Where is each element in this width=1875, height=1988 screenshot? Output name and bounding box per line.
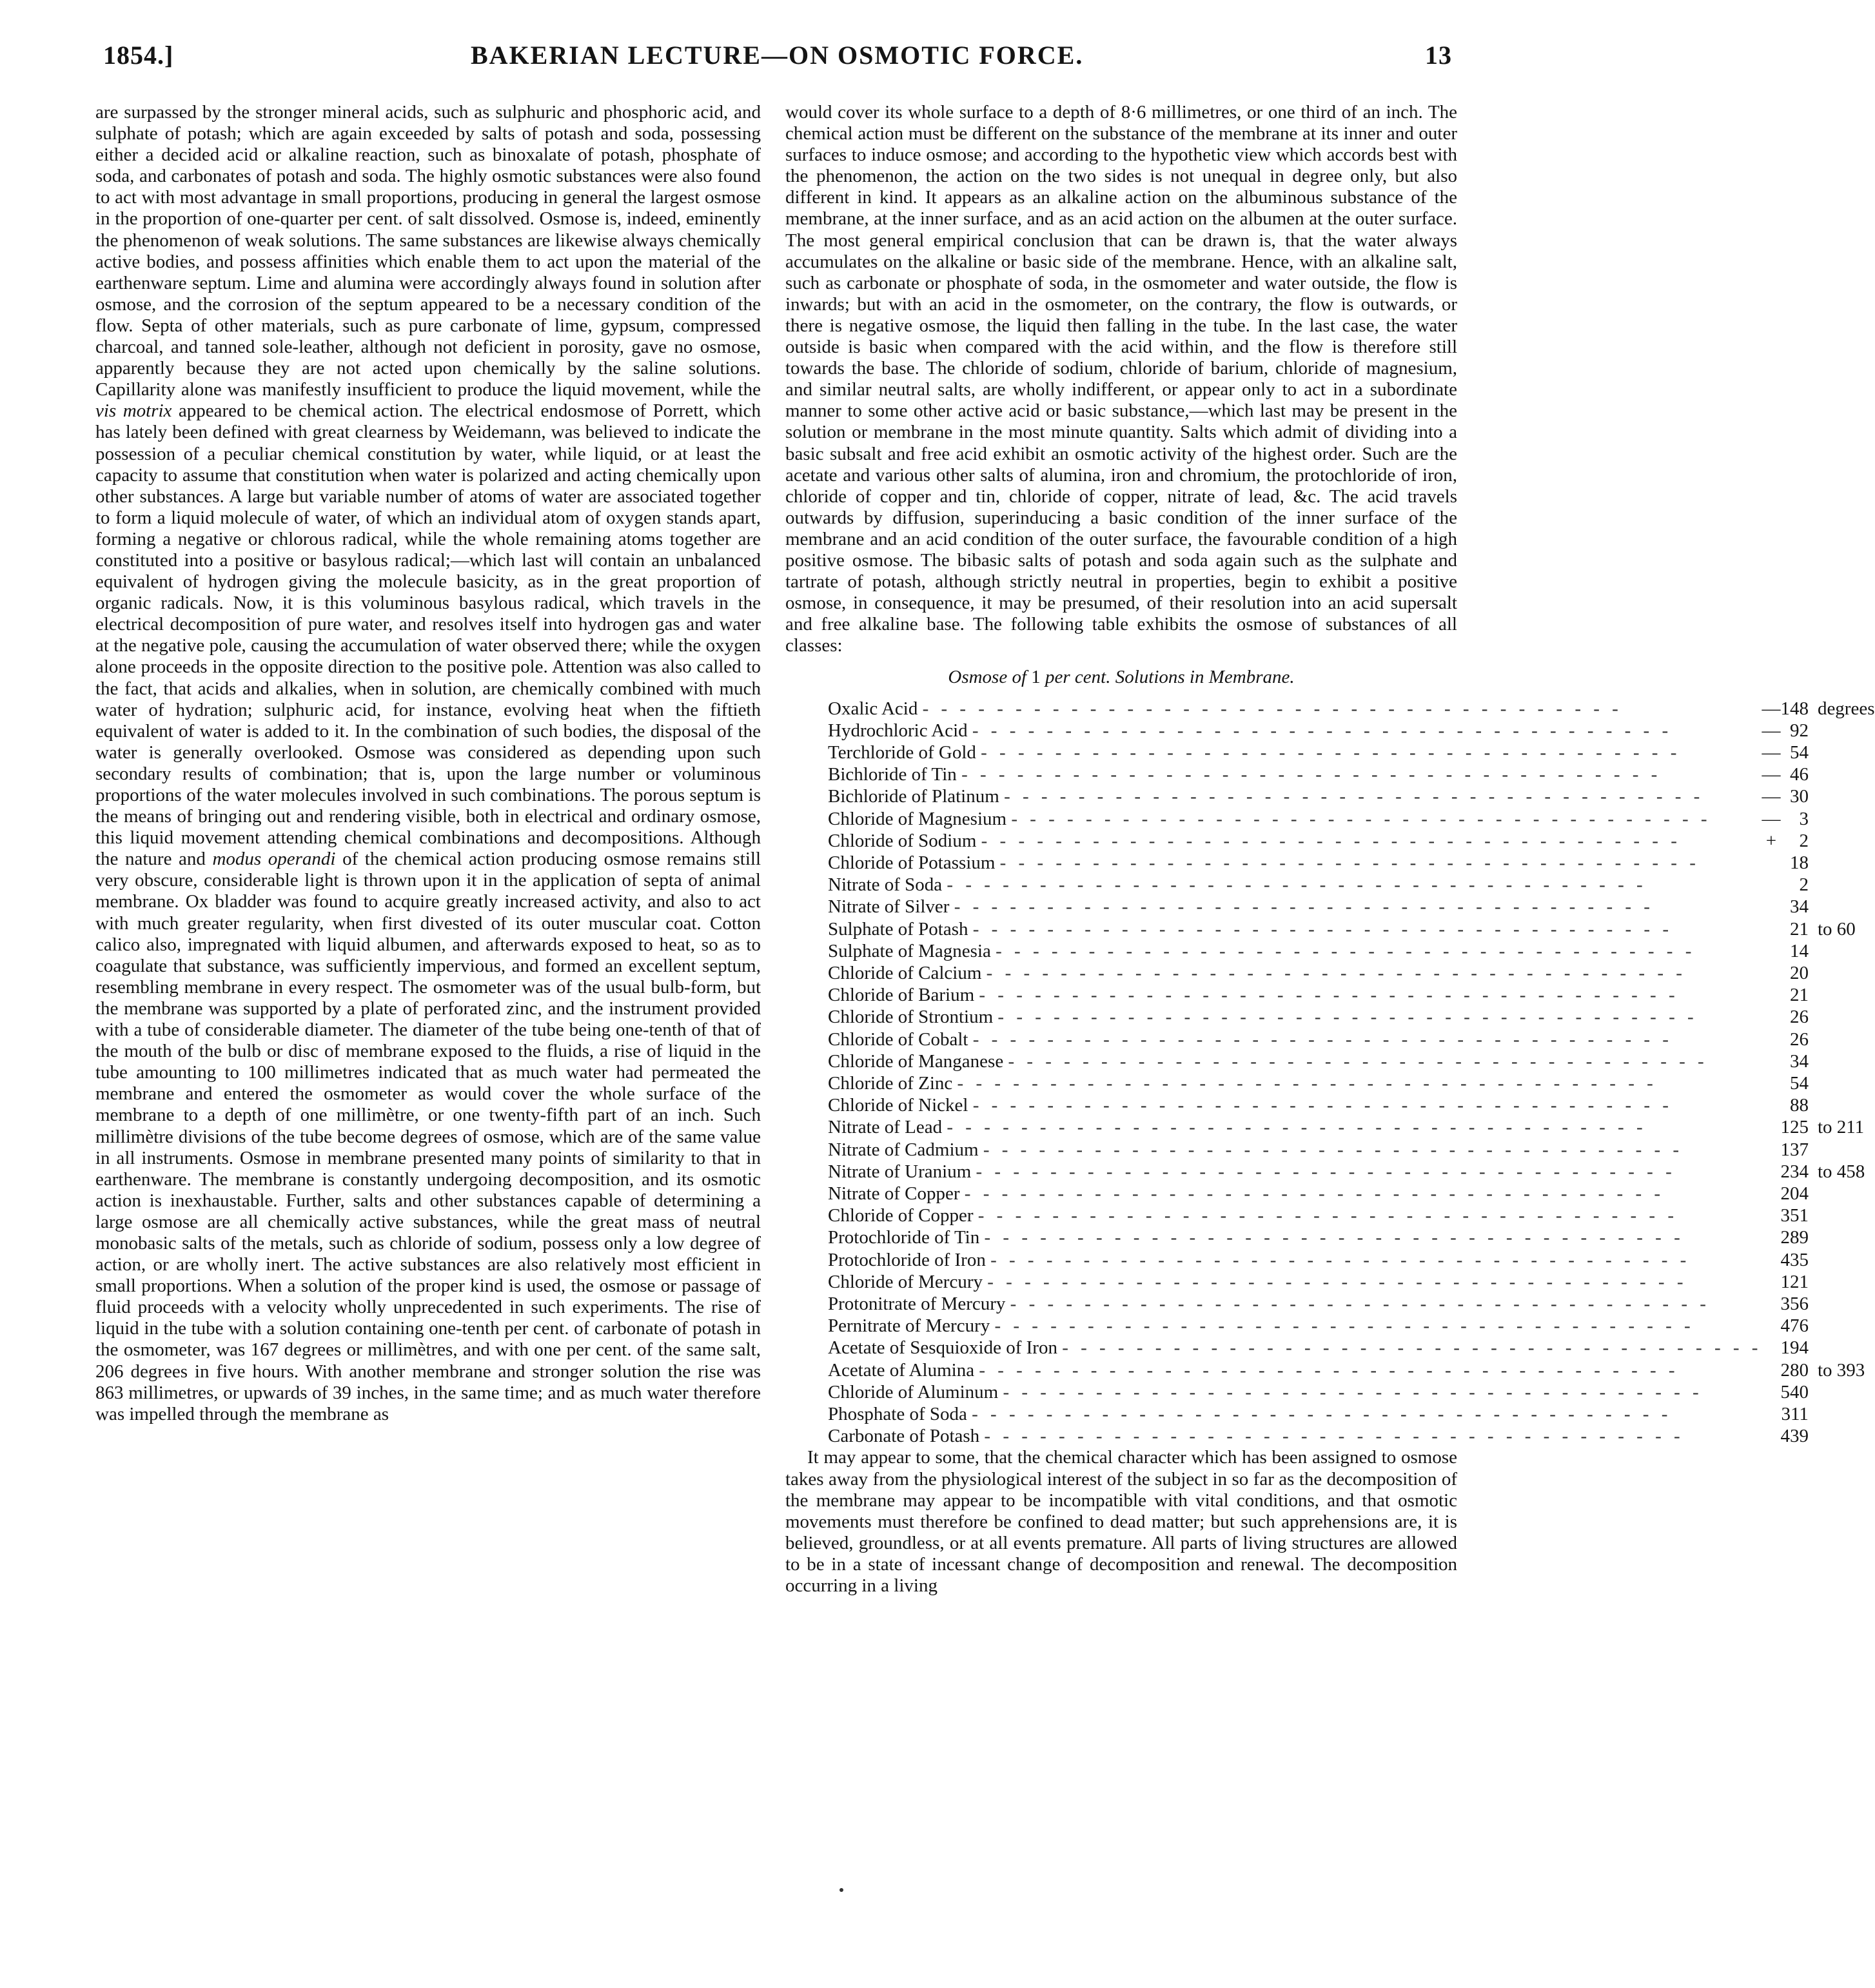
osmose-sign [1762, 1072, 1780, 1094]
osmose-sign: + [1765, 830, 1777, 851]
header-title: BAKERIAN LECTURE—ON OSMOTIC FORCE. [471, 41, 1084, 70]
dot-leader: - - - - - - - - - - - - - - - - - - - - - - - - - - - - - - - - - - - - - - [954, 896, 1654, 918]
osmose-range [1809, 1425, 1875, 1447]
osmose-range [1809, 984, 1875, 1006]
osmose-value: 356 [1780, 1294, 1809, 1315]
table-row [828, 1337, 1875, 1359]
substance-cell [828, 1337, 1762, 1359]
table-caption-b: per cent. Solutions in Membrane. [1045, 667, 1295, 688]
osmose-sign [1762, 874, 1780, 896]
page-number: 13 [1425, 41, 1452, 70]
osmose-range [1809, 720, 1875, 742]
osmose-value: 21 [1789, 985, 1809, 1006]
osmose-value: 21 [1789, 918, 1809, 940]
osmose-sign [1762, 1425, 1780, 1447]
left-column [95, 102, 761, 1425]
substance-name: Phosphate of Soda [828, 1404, 967, 1425]
table-caption-num: 1 [1031, 667, 1041, 688]
dot-leader: - - - - - - - - - - - - - - - - - - - - - - - - - - - - - - - - - - - - - - [984, 1426, 1684, 1447]
osmose-value: 540 [1780, 1381, 1809, 1402]
table-row [828, 1381, 1875, 1403]
substance-name: Protochloride of Iron [828, 1249, 986, 1270]
substance-cell [828, 808, 1762, 830]
osmose-range [1809, 1337, 1875, 1359]
substance-name: Chloride of Magnesium [828, 808, 1007, 829]
osmose-sign [1762, 1359, 1780, 1381]
table-row [828, 940, 1875, 962]
table-row [828, 1116, 1875, 1138]
dot-leader: - - - - - - - - - - - - - - - - - - - - - - - - - - - - - - - - - - - - - - [997, 1007, 1698, 1028]
dot-leader: - - - - - - - - - - - - - - - - - - - - - - - - - - - - - - - - - - - - - - [964, 1183, 1665, 1204]
substance-name: Chloride of Cobalt [828, 1028, 968, 1050]
substance-cell [828, 1425, 1762, 1447]
osmose-value: 34 [1789, 1050, 1809, 1072]
osmose-range [1809, 1293, 1875, 1315]
osmose-range [1809, 1226, 1875, 1248]
osmose-value: 439 [1780, 1426, 1809, 1447]
substance-cell [828, 742, 1762, 763]
osmose-value: 148 [1780, 698, 1809, 719]
osmose-sign [1762, 1183, 1780, 1205]
osmose-value: 34 [1789, 896, 1809, 918]
osmose-sign [1762, 940, 1780, 962]
table-row [828, 918, 1875, 940]
dot-leader: - - - - - - - - - - - - - - - - - - - - - - - - - - - - - - - - - - - - - - [961, 764, 1662, 785]
osmose-sign [1762, 1249, 1780, 1271]
substance-cell [828, 1161, 1762, 1183]
substance-name: Hydrochloric Acid [828, 720, 968, 741]
table-row [828, 896, 1875, 918]
dot-leader: - - - - - - - - - - - - - - - - - - - - - - - - - - - - - - - - - - - - - - [1008, 1050, 1708, 1072]
substance-name: Nitrate of Silver [828, 896, 950, 918]
osmose-value: 435 [1780, 1249, 1809, 1270]
osmose-sign [1762, 1161, 1780, 1183]
substance-cell [828, 1403, 1762, 1425]
dot-leader: - - - - - - - - - - - - - - - - - - - - - - - - - - - - - - - - - - - - - - [1003, 1381, 1703, 1402]
right-paragraph: would cover its whole surface to a depth of 8·6 millimetres, or one third of an inch. The chemical action must be different on the substance of the membrane at its inner and outer surfaces to induce osmose; and according to the hypothetic view which accords best with the phenomenon, the action on the two sides is not unequal in degree only, but also different in kind. It appears as an alkaline action on the albuminous substance of the membrane, at the inner surface, and as an acid action on the albumen at the outer surface. The most general empirical conclusion that can be drawn is, that the water always accumulates on the alkaline or basic side of the membrane. Hence, with an alkaline salt, such as carbonate or phosphate of soda, in the osmometer and water outside, the flow is inwards; but with an acid in the osmometer, on the contrary, the flow is outwards, or there is negative osmose, the liquid then falling in the tube. In the last case, the water outside is basic when compared with the acid within, and the flow is therefore still towards the base. The chloride of sodium, chloride of barium, chloride of magnesium, and similar neutral salts, are wholly indifferent, or appear only to act in a subordinate manner to some other active acid or basic substance,—which last may be present in the solution or membrane in the most minute quantity. Salts which admit of dividing into a basic subsalt and free acid exhibit an osmotic activity of the highest order. Such are the acetate and various other salts of alumina, iron and chromium, the protochloride of iron, chloride of copper and tin, chloride of copper, nitrate of lead, &c. The acid travels outwards by diffusion, superinducing a basic condition of the inner surface of the membrane and an acid condition of the outer surface, the favourable condition of a high positive osmose. The bibasic salts of potash and soda again such as the sulphate and tartrate of potash, although strictly neutral in properties, begin to exhibit a positive osmose, in consequence, it may be presumed, of their resolution into an acid supersalt and free alkaline base. The following table exhibits the osmose of substances of all classes: [785, 102, 1457, 656]
osmose-range [1809, 1381, 1875, 1403]
table-row [828, 698, 1875, 720]
substance-cell [828, 785, 1762, 807]
substance-name: Protonitrate of Mercury [828, 1294, 1006, 1315]
osmose-range [1809, 1139, 1875, 1161]
table-row [828, 1028, 1875, 1050]
substance-cell [828, 1249, 1762, 1271]
substance-cell [828, 962, 1762, 984]
table-row [828, 1271, 1875, 1293]
osmose-sign: — [1762, 720, 1781, 741]
table-row [828, 1094, 1875, 1116]
table-caption-a: Osmose of [948, 667, 1027, 688]
osmose-value: 2 [1799, 874, 1809, 896]
dot-leader: - - - - - - - - - - - - - - - - - - - - - - - - - - - - - - - - - - - - - - [987, 1271, 1687, 1292]
table-row [828, 1050, 1875, 1072]
osmose-value: 280 [1780, 1359, 1809, 1381]
dot-leader: - - - - - - - - - - - - - - - - - - - - - - - - - - - - - - - - - - - - - - [972, 1404, 1672, 1425]
osmose-value: 88 [1789, 1095, 1809, 1116]
osmose-sign [1762, 1381, 1780, 1403]
substance-name: Acetate of Sesquioxide of Iron [828, 1337, 1057, 1359]
table-row [828, 1315, 1875, 1337]
osmose-range [1809, 1271, 1875, 1293]
osmose-sign [1762, 962, 1780, 984]
osmose-value: 234 [1780, 1161, 1809, 1182]
substance-cell [828, 1094, 1762, 1116]
substance-name: Chloride of Sodium [828, 830, 977, 851]
substance-cell [828, 1072, 1762, 1094]
substance-name: Nitrate of Uranium [828, 1161, 972, 1182]
dot-leader: - - - - - - - - - - - - - - - - - - - - - - - - - - - - - - - - - - - - - - [981, 742, 1681, 763]
left-text-b: appeared to be chemical action. The electrical endosmose of Porrett, which has lately been defined with great clearness by Weidemann, was believed to indicate the possession of a peculiar chemical constitution by water, while liquid, or at least the capacity to assume that constitution when water is polarized and acting chemically upon other substances. A large but variable number of atoms of water are associated together to form a liquid molecule of water, of which an individual atom of oxygen stands apart, forming a negative or chlorous radical, while the whole remaining atoms together are constituted into a positive or basylous radical;—which last will contain an unbalanced equivalent of hydrogen giving the molecule basicity, as in the great proportion of organic radicals. Now, it is this voluminous basylous radical, which travels in the electrical decomposition of pure water, and resolves itself into hydrogen gas and water at the negative pole, causing the accumulation of water observed there; while the oxygen alone proceeds in the opposite direction to the positive pole. Attention was also called to the fact, that acids and alkalies, when in solution, are chemically combined with much water of hydration; sulphuric acid, for instance, evolving heat when the fiftieth equivalent of water is added to it. In the combination of such bodies, the disposal of the water is generally overlooked. Osmose was considered as depending upon such secondary results of combination; that is, upon the large number or voluminous proportions of the water molecules involved in such combinations. The porous septum is the means of bringing out and rendering visible, both in electrical and ordinary osmose, this liquid movement attending chemical combinations and decompositions. Although the nature and [95, 400, 761, 870]
dot-leader: - - - - - - - - - - - - - - - - - - - - - - - - - - - - - - - - - - - - - - [947, 874, 1647, 896]
dot-leader: - - - - - - - - - - - - - - - - - - - - - - - - - - - - - - - - - - - - - - [996, 940, 1696, 961]
table-row [828, 984, 1875, 1006]
dot-leader: - - - - - - - - - - - - - - - - - - - - - - - - - - - - - - - - - - - - - - [994, 1315, 1694, 1337]
osmose-sign [1762, 1315, 1780, 1337]
osmose-range: to 458 [1817, 1161, 1865, 1182]
substance-name: Terchloride of Gold [828, 742, 976, 763]
substance-name: Nitrate of Soda [828, 874, 943, 896]
osmose-range: to 211 [1817, 1117, 1865, 1138]
dot-leader: - - - - - - - - - - - - - - - - - - - - - - - - - - - - - - - - - - - - - - [957, 1072, 1657, 1094]
osmose-value: 26 [1789, 1007, 1809, 1028]
substance-cell [828, 1183, 1762, 1205]
osmose-range [1809, 1050, 1875, 1072]
osmose-sign: — [1762, 698, 1781, 719]
dot-leader: - - - - - - - - - - - - - - - - - - - - - - - - - - - - - - - - - - - - - - [1011, 808, 1711, 829]
substance-name: Chloride of Aluminum [828, 1381, 999, 1402]
substance-cell [828, 1006, 1762, 1028]
substance-cell [828, 1116, 1762, 1138]
osmose-range [1809, 962, 1875, 984]
substance-name: Chloride of Strontium [828, 1007, 994, 1028]
osmose-range [1809, 1183, 1875, 1205]
osmose-range [1809, 1072, 1875, 1094]
left-text-a: are surpassed by the stronger mineral acids, such as sulphuric and phosphoric acid, and sulphate of potash; which are again exceeded by salts of potash and soda, possessing either a decided acid or alkaline reaction, such as binoxalate of potash, phosphate of soda, and carbonates of potash and soda. The highly osmotic substances were also found to act with most advantage in small proportions, producing in general the largest osmose in the proportion of one-quarter per cent. of salt dissolved. Osmose is, indeed, eminently the phenomenon of weak solutions. The same substances are likewise always chemically active bodies, and possess affinities which enable them to act upon the material of the earthenware septum. Lime and alumina were accordingly always found in solution after osmose, and the corrosion of the septum appeared to be a necessary condition of the flow. Septa of other materials, such as pure carbonate of lime, gypsum, compressed charcoal, and tanned sole-leather, although not deficient in porosity, gave no osmose, apparently because they are not acted upon chemically by the saline solutions. Capillarity alone was manifestly insufficient to produce the liquid movement, while the [95, 102, 761, 400]
osmose-sign [1762, 1271, 1780, 1293]
table-row [828, 742, 1875, 763]
osmose-value: 476 [1780, 1315, 1809, 1337]
table-row [828, 1205, 1875, 1226]
modus-operandi-term: modus operandi [212, 849, 336, 870]
osmose-range [1809, 1006, 1875, 1028]
substance-name: Sulphate of Potash [828, 918, 968, 940]
osmose-range [1809, 940, 1875, 962]
substance-name: Chloride of Potassium [828, 852, 996, 873]
substance-cell [828, 896, 1762, 918]
osmose-value: 289 [1780, 1227, 1809, 1248]
osmose-table-body [828, 698, 1875, 1448]
osmose-range [1809, 830, 1875, 852]
substance-cell [828, 1205, 1762, 1226]
left-paragraph [95, 102, 761, 1425]
osmose-sign [1762, 1116, 1780, 1138]
osmose-range: degrees [1817, 698, 1875, 719]
osmose-value: 3 [1799, 808, 1809, 829]
dot-leader: - - - - - - - - - - - - - - - - - - - - - - - - - - - - - - - - - - - - - - [990, 1249, 1691, 1270]
osmose-value: 2 [1799, 830, 1809, 851]
osmose-sign [1762, 1006, 1780, 1028]
dot-leader: - - - - - - - - - - - - - - - - - - - - - - - - - - - - - - - - - - - - - - [947, 1117, 1647, 1138]
osmose-value: 92 [1789, 720, 1809, 741]
table-row [828, 962, 1875, 984]
osmose-sign [1762, 918, 1780, 940]
table-row [828, 830, 1875, 852]
osmose-range [1809, 763, 1875, 785]
osmose-table [828, 698, 1875, 1448]
substance-cell [828, 984, 1762, 1006]
table-row [828, 720, 1875, 742]
osmose-value: 46 [1789, 764, 1809, 785]
osmose-range [1809, 896, 1875, 918]
substance-name: Protochloride of Tin [828, 1227, 980, 1248]
vis-motrix-term: vis motrix [95, 400, 172, 422]
osmose-sign: — [1762, 786, 1781, 807]
substance-name: Chloride of Mercury [828, 1271, 983, 1292]
osmose-value: 54 [1789, 1072, 1809, 1094]
substance-cell [828, 1028, 1762, 1050]
osmose-value: 26 [1789, 1028, 1809, 1050]
after-table-paragraph: It may appear to some, that the chemical character which has been assigned to osmose takes away from the physiological interest of the subject in so far as the decomposition of the membrane may appear to be incompatible with vital conditions, and that osmotic movements must therefore be confined to dead matter; but such apprehensions are, it is believed, groundless, or at all events premature. All parts of living structures are allowed to be in a state of incessant change of decomposition and renewal. The decomposition occurring in a living [785, 1447, 1457, 1596]
substance-name: Chloride of Nickel [828, 1095, 968, 1116]
substance-cell [828, 698, 1762, 720]
substance-name: Sulphate of Magnesia [828, 940, 991, 961]
substance-name: Chloride of Calcium [828, 962, 982, 983]
dot-leader: - - - - - - - - - - - - - - - - - - - - - - - - - - - - - - - - - - - - - - [979, 1359, 1679, 1381]
substance-name: Nitrate of Lead [828, 1117, 943, 1138]
dot-leader: - - - - - - - - - - - - - - - - - - - - - - - - - - - - - - - - - - - - - - [1004, 786, 1704, 807]
osmose-sign [1762, 1403, 1780, 1425]
substance-cell [828, 1139, 1762, 1161]
substance-name: Nitrate of Copper [828, 1183, 960, 1204]
dot-leader: - - - - - - - - - - - - - - - - - - - - - - - - - - - - - - - - - - - - - - [972, 918, 1673, 940]
osmose-sign [1762, 1293, 1780, 1315]
table-row [828, 1359, 1875, 1381]
dot-leader: - - - - - - - - - - - - - - - - - - - - - - - - - - - - - - - - - - - - - - [999, 852, 1700, 873]
table-row [828, 1293, 1875, 1315]
osmose-range: to 60 [1817, 918, 1856, 940]
table-row [828, 1161, 1875, 1183]
table-row [828, 785, 1875, 807]
osmose-value: 121 [1780, 1271, 1809, 1292]
osmose-value: 125 [1780, 1117, 1809, 1138]
table-row [828, 1249, 1875, 1271]
header-year: 1854.] [103, 41, 174, 70]
table-row [828, 852, 1875, 874]
substance-cell [828, 720, 1762, 742]
osmose-range [1809, 852, 1875, 874]
osmose-range [1809, 1094, 1875, 1116]
substance-cell [828, 763, 1762, 785]
dot-leader: - - - - - - - - - - - - - - - - - - - - - - - - - - - - - - - - - - - - - - [977, 1205, 1678, 1226]
osmose-range [1809, 808, 1875, 830]
right-column [785, 102, 1875, 1597]
dot-leader: - - - - - - - - - - - - - - - - - - - - - - - - - - - - - - - - - - - - - - [1062, 1337, 1762, 1359]
page-mark [839, 1888, 843, 1892]
dot-leader: - - - - - - - - - - - - - - - - - - - - - - - - - - - - - - - - - - - - - - [981, 830, 1681, 851]
osmose-sign [1762, 896, 1780, 918]
substance-name: Acetate of Alumina [828, 1359, 975, 1381]
substance-cell [828, 1293, 1762, 1315]
dot-leader: - - - - - - - - - - - - - - - - - - - - - - - - - - - - - - - - - - - - - - [983, 1139, 1684, 1160]
substance-name: Chloride of Zinc [828, 1072, 953, 1094]
osmose-range [1809, 1028, 1875, 1050]
osmose-value: 54 [1789, 742, 1809, 763]
osmose-sign: — [1762, 742, 1781, 763]
osmose-range: to 393 [1817, 1359, 1865, 1381]
osmose-sign [1762, 1139, 1780, 1161]
dot-leader: - - - - - - - - - - - - - - - - - - - - - - - - - - - - - - - - - - - - - - [972, 1095, 1673, 1116]
osmose-value: 351 [1780, 1205, 1809, 1226]
substance-cell [828, 852, 1762, 874]
substance-cell [828, 1226, 1762, 1248]
osmose-sign: — [1762, 808, 1781, 829]
substance-name: Carbonate of Potash [828, 1426, 980, 1447]
osmose-sign [1762, 984, 1780, 1006]
osmose-value: 137 [1780, 1139, 1809, 1160]
dot-leader: - - - - - - - - - - - - - - - - - - - - - - - - - - - - - - - - - - - - - - [922, 698, 1622, 719]
dot-leader: - - - - - - - - - - - - - - - - - - - - - - - - - - - - - - - - - - - - - - [972, 1028, 1673, 1050]
substance-name: Pernitrate of Mercury [828, 1315, 990, 1337]
dot-leader: - - - - - - - - - - - - - - - - - - - - - - - - - - - - - - - - - - - - - - [986, 962, 1686, 983]
table-row [828, 1072, 1875, 1094]
osmose-value: 30 [1789, 786, 1809, 807]
table-row [828, 1425, 1875, 1447]
table-row [828, 1139, 1875, 1161]
substance-cell [828, 874, 1762, 896]
osmose-range [1809, 1249, 1875, 1271]
substance-cell [828, 1359, 1762, 1381]
dot-leader: - - - - - - - - - - - - - - - - - - - - - - - - - - - - - - - - - - - - - - [972, 720, 1673, 741]
dot-leader: - - - - - - - - - - - - - - - - - - - - - - - - - - - - - - - - - - - - - - [984, 1227, 1684, 1248]
osmose-sign [1762, 852, 1780, 874]
substance-name: Bichloride of Tin [828, 764, 957, 785]
table-row [828, 1403, 1875, 1425]
osmose-sign [1762, 1205, 1780, 1226]
dot-leader: - - - - - - - - - - - - - - - - - - - - - - - - - - - - - - - - - - - - - - [979, 985, 1679, 1006]
left-text-c: of the chemical action producing osmose remains still very obscure, considerable light is thrown upon it in the application of septa of animal membrane. Ox bladder was found to acquire greatly increased activity, and also to act with much greater regularity, when first divested of its outer muscular coat. Cotton calico also, impregnated with liquid albumen, and afterwards exposed to heat, so as to coagulate that substance, was sufficiently impervious, and formed an excellent septum, resembling membrane in every respect. The osmometer was of the usual bulb-form, but the membrane was supported by a plate of perforated zinc, and the instrument provided with a tube of considerable diameter. The diameter of the tube being one-tenth of that of the mouth of the bulb or disc of membrane exposed to the fluids, a rise of liquid in the tube amounting to 100 millimetres indicated that as much water had permeated the membrane and entered the osmometer as would cover the whole surface of the membrane to a depth of one millimètre, or one twenty-fifth part of an inch. Such millimètre divisions of the tube become degrees of osmose, which are of the same value in all instruments. Osmose in membrane presented many points of similarity to that in earthenware. The membrane is constantly undergoing decomposition, and its osmotic action is inexhaustable. Further, salts and other substances capable of determining a large osmose are all chemically active substances, while the great mass of neutral monobasic salts of the metals, such as chloride of sodium, possess only a low degree of action, or are wholly inert. The active substances are also relatively most efficient in small proportions. When a solution of the proper kind is used, the osmose or passage of fluid proceeds with a velocity wholly unprecedented in such experiments. The rise of liquid in the tube with a solution containing one-tenth per cent. of carbonate of potash in the osmometer, was 167 degrees or millimètres, and with one per cent. of the same salt, 206 degrees in five hours. With another membrane and stronger solution the rise was 863 millimetres, or upwards of 39 inches, in the same time; and as much water therefore was impelled through the membrane as [95, 849, 761, 1424]
substance-name: Chloride of Barium [828, 985, 975, 1006]
table-row [828, 808, 1875, 830]
osmose-sign: — [1762, 764, 1781, 785]
substance-cell [828, 1271, 1762, 1293]
substance-name: Nitrate of Cadmium [828, 1139, 979, 1160]
osmose-sign [1762, 1337, 1780, 1359]
osmose-sign [1762, 1094, 1780, 1116]
osmose-sign [1762, 1028, 1780, 1050]
osmose-value: 311 [1781, 1404, 1809, 1425]
osmose-value: 18 [1789, 852, 1809, 873]
substance-name: Chloride of Copper [828, 1205, 974, 1226]
osmose-value: 194 [1780, 1337, 1809, 1359]
dot-leader: - - - - - - - - - - - - - - - - - - - - - - - - - - - - - - - - - - - - - - [976, 1161, 1676, 1182]
substance-cell [828, 918, 1762, 940]
osmose-range [1809, 785, 1875, 807]
osmose-range [1809, 874, 1875, 896]
osmose-range [1809, 1315, 1875, 1337]
table-row [828, 1183, 1875, 1205]
osmose-sign [1762, 1226, 1780, 1248]
substance-cell [828, 1050, 1762, 1072]
table-row [828, 763, 1875, 785]
substance-cell [828, 830, 1762, 852]
osmose-value: 20 [1789, 962, 1809, 983]
osmose-range [1809, 742, 1875, 763]
table-row [828, 1006, 1875, 1028]
table-row [828, 1226, 1875, 1248]
dot-leader: - - - - - - - - - - - - - - - - - - - - - - - - - - - - - - - - - - - - - - [1010, 1294, 1710, 1315]
osmose-range [1809, 1403, 1875, 1425]
osmose-value: 14 [1789, 940, 1809, 961]
substance-name: Bichloride of Platinum [828, 786, 999, 807]
substance-name: Oxalic Acid [828, 698, 918, 719]
substance-name: Chloride of Manganese [828, 1050, 1004, 1072]
osmose-sign [1762, 1050, 1780, 1072]
table-caption [785, 667, 1457, 688]
osmose-value: 204 [1780, 1183, 1809, 1204]
substance-cell [828, 1381, 1762, 1403]
substance-cell [828, 940, 1762, 962]
table-row [828, 874, 1875, 896]
substance-cell [828, 1315, 1762, 1337]
osmose-range [1809, 1205, 1875, 1226]
